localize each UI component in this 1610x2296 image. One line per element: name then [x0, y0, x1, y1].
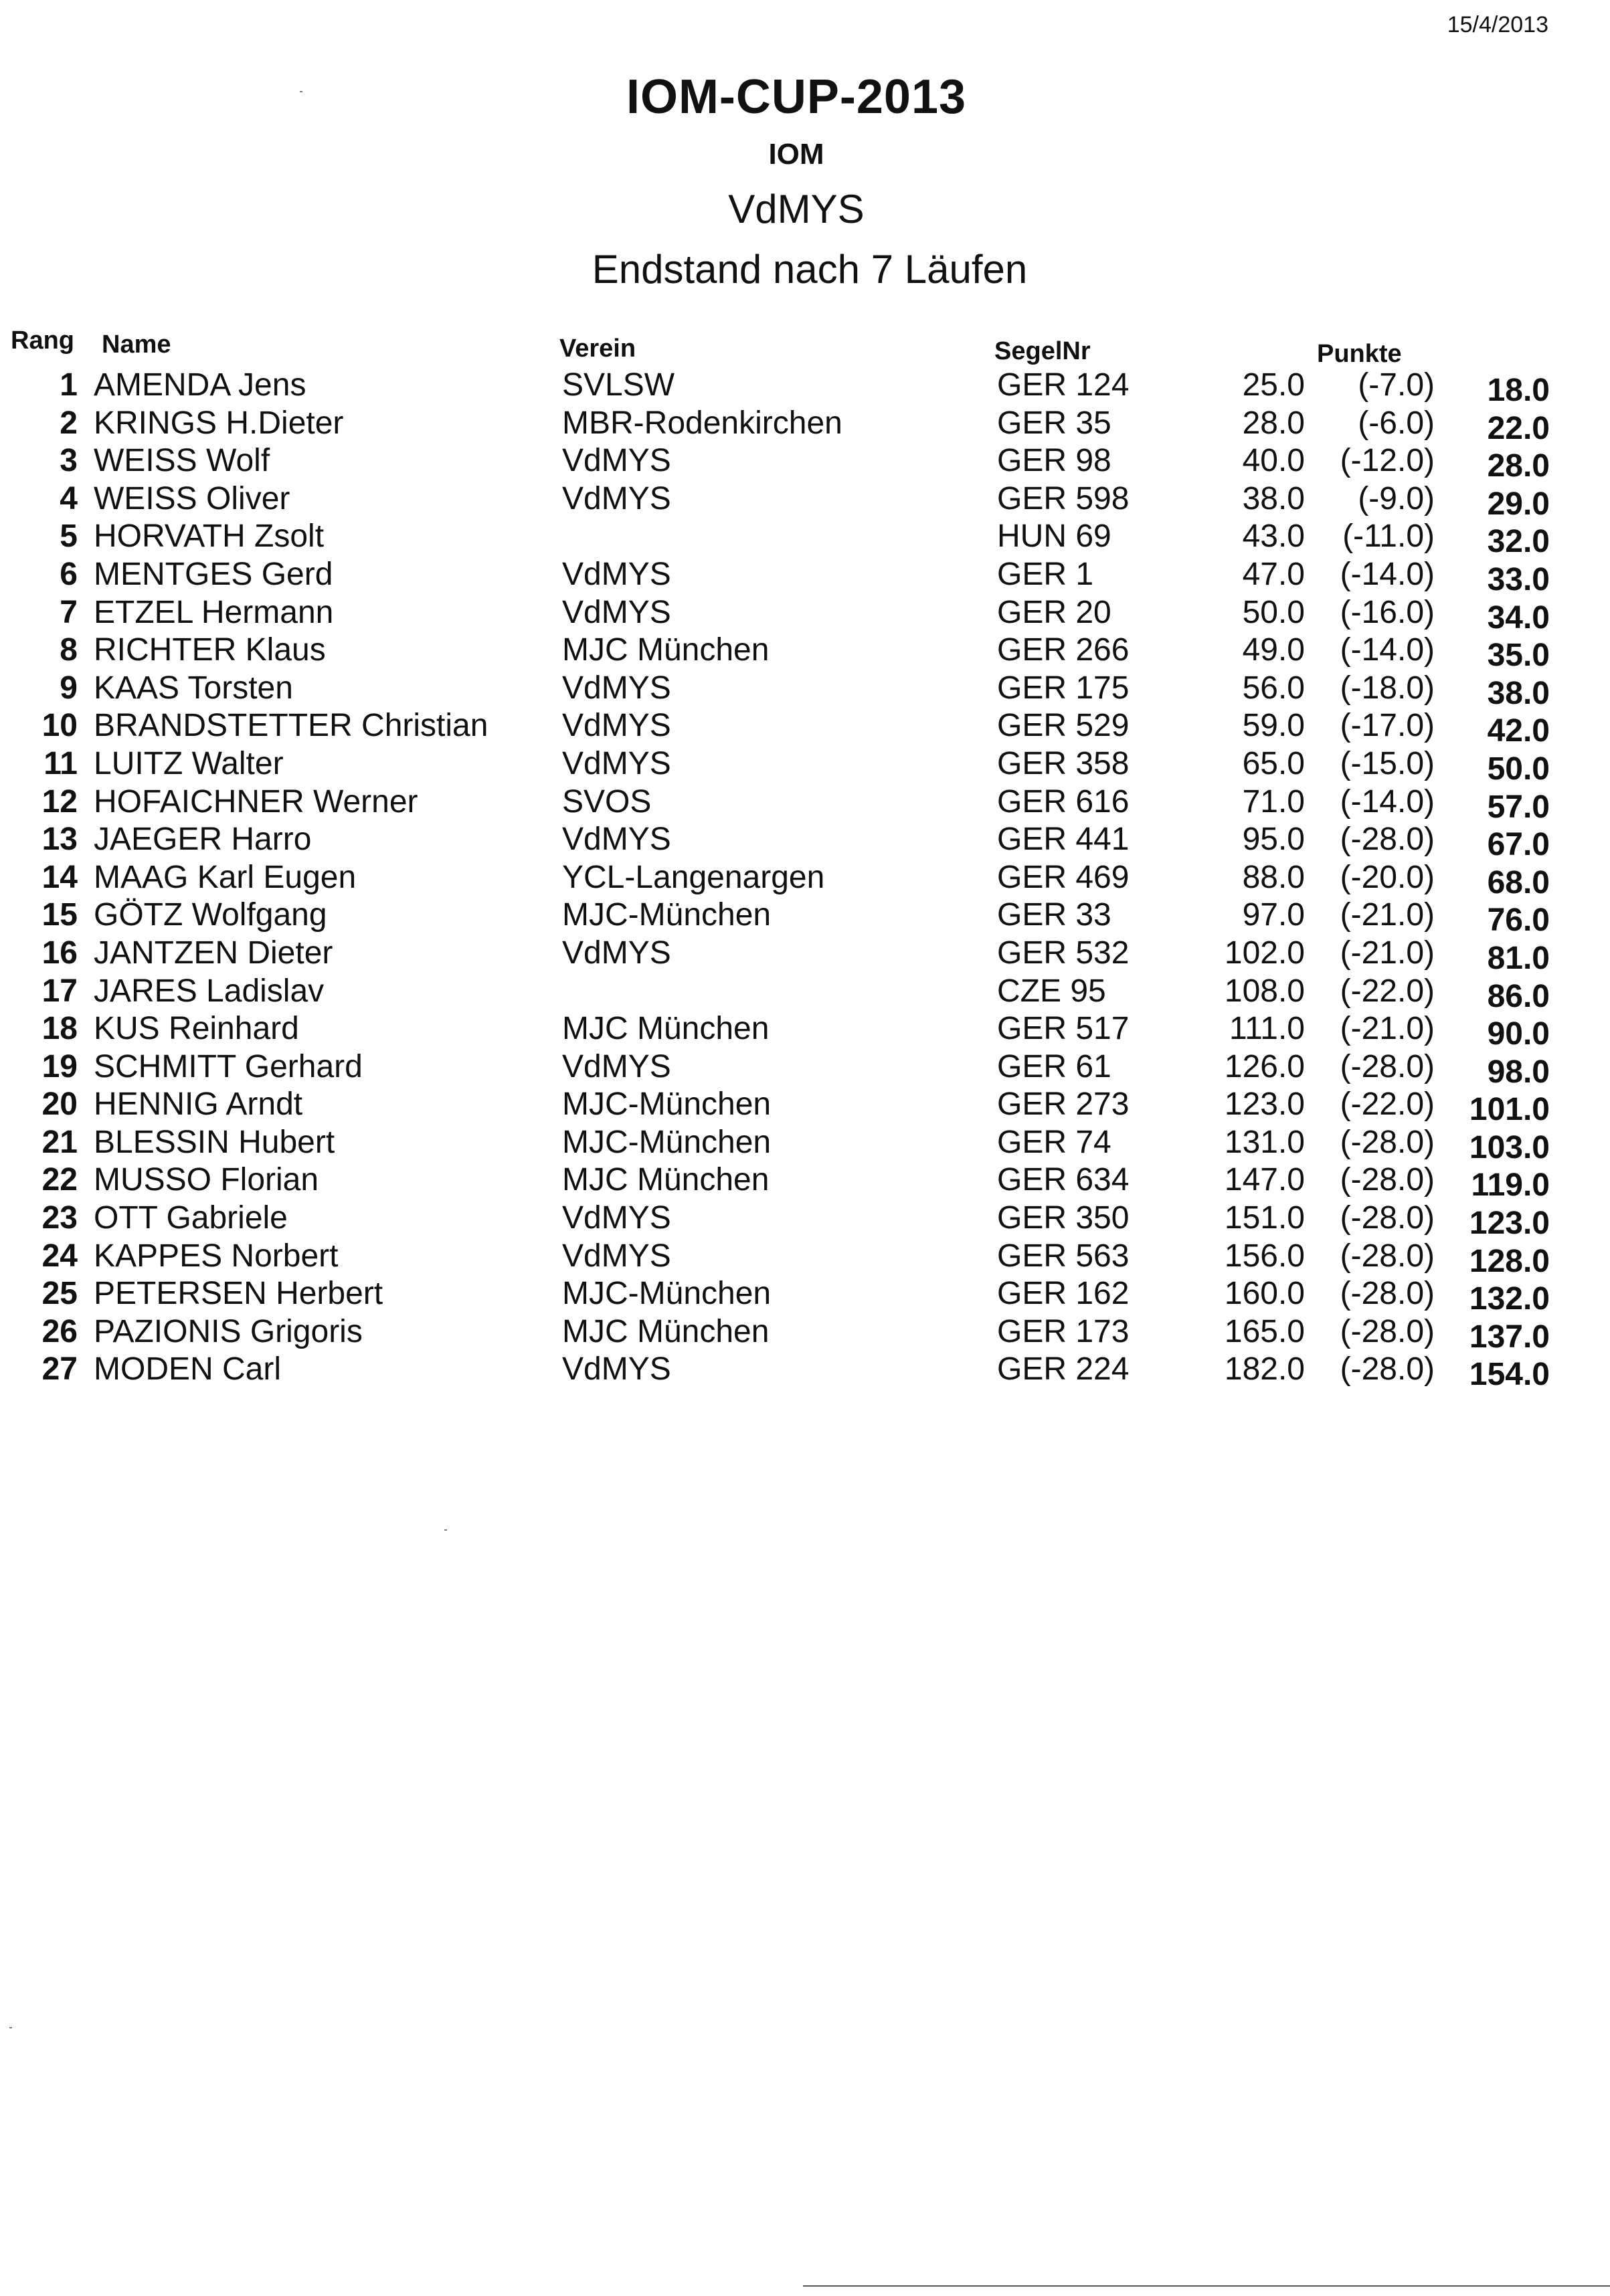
name-cell: RICHTER Klaus [94, 632, 326, 668]
points-cell: 47.0 [1242, 556, 1305, 592]
points-cell: 56.0 [1242, 670, 1305, 706]
rang-cell: 8 [60, 632, 78, 668]
table-row [0, 594, 1610, 636]
points-cell: 108.0 [1224, 973, 1305, 1009]
points-cell: 147.0 [1224, 1162, 1305, 1198]
segelnr-cell: GER 517 [997, 1011, 1130, 1047]
points-cell: 71.0 [1242, 783, 1305, 820]
net-points-cell: 22.0 [1487, 410, 1550, 446]
name-cell: MUSSO Florian [94, 1162, 319, 1198]
drop-cell: (-17.0) [1340, 708, 1435, 744]
name-cell: SCHMITT Gerhard [94, 1048, 363, 1084]
header-verein: Verein [559, 334, 636, 363]
net-points-cell: 90.0 [1487, 1016, 1550, 1052]
segelnr-cell: GER 224 [997, 1351, 1130, 1388]
verein-cell: SVLSW [562, 367, 675, 403]
drop-cell: (-21.0) [1340, 935, 1435, 971]
rang-cell: 4 [60, 480, 78, 516]
table-row [0, 896, 1610, 939]
table-row [0, 1048, 1610, 1090]
points-cell: 97.0 [1242, 897, 1305, 933]
segelnr-cell: GER 35 [997, 405, 1111, 441]
rang-cell: 12 [41, 783, 78, 820]
drop-cell: (-28.0) [1340, 1162, 1435, 1198]
segelnr-cell: GER 273 [997, 1086, 1130, 1123]
standings-stage: Endstand nach 7 Läufen [592, 247, 1028, 292]
name-cell: JARES Ladislav [94, 973, 325, 1009]
verein-cell: SVOS [562, 783, 652, 820]
segelnr-cell: GER 74 [997, 1124, 1111, 1160]
verein-cell: MJC-München [562, 1124, 772, 1160]
name-cell: WEISS Wolf [94, 443, 270, 479]
verein-cell: VdMYS [562, 1048, 671, 1084]
segelnr-cell: GER 61 [997, 1048, 1111, 1084]
drop-cell: (-28.0) [1340, 822, 1435, 858]
verein-cell: VdMYS [562, 594, 671, 630]
points-cell: 123.0 [1224, 1086, 1305, 1123]
points-cell: 88.0 [1242, 859, 1305, 895]
points-cell: 182.0 [1224, 1351, 1305, 1388]
name-cell: BLESSIN Hubert [94, 1124, 335, 1160]
rang-cell: 26 [41, 1313, 78, 1349]
segelnr-cell: GER 173 [997, 1313, 1130, 1349]
drop-cell: (-18.0) [1340, 670, 1435, 706]
rang-cell: 7 [60, 594, 78, 630]
verein-cell: MJC-München [562, 1276, 772, 1312]
rang-cell: 1 [60, 367, 78, 403]
rang-cell: 18 [41, 1011, 78, 1047]
header-name: Name [102, 330, 171, 359]
drop-cell: (-14.0) [1340, 556, 1435, 592]
points-cell: 38.0 [1242, 480, 1305, 516]
net-points-cell: 67.0 [1487, 827, 1550, 863]
points-cell: 25.0 [1242, 367, 1305, 403]
drop-cell: (-20.0) [1340, 859, 1435, 895]
verein-cell: VdMYS [562, 822, 671, 858]
verein-cell: VdMYS [562, 556, 671, 592]
name-cell: WEISS Oliver [94, 480, 290, 516]
page-title: IOM-CUP-2013 [626, 70, 967, 124]
name-cell: MAAG Karl Eugen [94, 859, 357, 895]
net-points-cell: 42.0 [1487, 713, 1550, 749]
table-row [0, 480, 1610, 522]
name-cell: ETZEL Hermann [94, 594, 334, 630]
drop-cell: (-9.0) [1358, 480, 1435, 516]
name-cell: PETERSEN Herbert [94, 1276, 383, 1312]
segelnr-cell: GER 266 [997, 632, 1130, 668]
rang-cell: 19 [41, 1048, 78, 1084]
verein-cell: VdMYS [562, 708, 671, 744]
drop-cell: (-22.0) [1340, 1086, 1435, 1123]
net-points-cell: 128.0 [1469, 1243, 1550, 1279]
rang-cell: 22 [41, 1162, 78, 1198]
net-points-cell: 29.0 [1487, 486, 1550, 522]
segelnr-cell: GER 532 [997, 935, 1130, 971]
table-row [0, 935, 1610, 976]
drop-cell: (-14.0) [1340, 632, 1435, 668]
rang-cell: 10 [41, 708, 78, 744]
verein-cell: MJC-München [562, 1086, 772, 1123]
table-row [0, 973, 1610, 1014]
segelnr-cell: GER 33 [997, 897, 1111, 933]
drop-cell: (-11.0) [1342, 518, 1435, 555]
verein-cell: MJC-München [562, 897, 772, 933]
drop-cell: (-7.0) [1358, 367, 1435, 403]
table-row [0, 1010, 1610, 1052]
scan-edge-line [803, 2285, 1610, 2287]
table-row [0, 405, 1610, 446]
verein-cell: MJC München [562, 1313, 770, 1349]
table-row [0, 670, 1610, 711]
name-cell: MODEN Carl [94, 1351, 282, 1388]
name-cell: JAEGER Harro [94, 822, 312, 858]
table-row [0, 1351, 1610, 1393]
points-cell: 40.0 [1242, 443, 1305, 479]
verein-cell: VdMYS [562, 480, 671, 516]
table-row [0, 632, 1610, 674]
rang-cell: 24 [41, 1238, 78, 1274]
net-points-cell: 34.0 [1487, 599, 1550, 636]
name-cell: PAZIONIS Grigoris [94, 1313, 363, 1349]
segelnr-cell: GER 598 [997, 480, 1130, 516]
net-points-cell: 38.0 [1487, 675, 1550, 711]
drop-cell: (-14.0) [1340, 783, 1435, 820]
verein-cell: MBR-Rodenkirchen [562, 405, 842, 441]
drop-cell: (-16.0) [1340, 594, 1435, 630]
segelnr-cell: GER 20 [997, 594, 1111, 630]
drop-cell: (-6.0) [1358, 405, 1435, 441]
verein-cell: MJC München [562, 1162, 770, 1198]
name-cell: HORVATH Zsolt [94, 518, 325, 555]
segelnr-cell: GER 529 [997, 708, 1130, 744]
rang-cell: 20 [41, 1086, 78, 1123]
net-points-cell: 154.0 [1469, 1357, 1550, 1393]
table-row [0, 1238, 1610, 1279]
net-points-cell: 123.0 [1469, 1206, 1550, 1242]
verein-cell: VdMYS [562, 935, 671, 971]
points-cell: 59.0 [1242, 708, 1305, 744]
verein-cell: MJC München [562, 1011, 770, 1047]
scan-speck [9, 2027, 12, 2028]
segelnr-cell: GER 616 [997, 783, 1130, 820]
net-points-cell: 32.0 [1487, 524, 1550, 560]
drop-cell: (-28.0) [1340, 1238, 1435, 1274]
table-row [0, 859, 1610, 900]
rang-cell: 17 [41, 973, 78, 1009]
name-cell: JANTZEN Dieter [94, 935, 333, 971]
segelnr-cell: GER 469 [997, 859, 1130, 895]
points-cell: 165.0 [1224, 1313, 1305, 1349]
segelnr-cell: GER 563 [997, 1238, 1130, 1274]
net-points-cell: 81.0 [1487, 940, 1550, 976]
name-cell: MENTGES Gerd [94, 556, 333, 592]
segelnr-cell: GER 1 [997, 556, 1094, 592]
name-cell: KAPPES Norbert [94, 1238, 339, 1274]
table-row [0, 1313, 1610, 1355]
drop-cell: (-28.0) [1340, 1313, 1435, 1349]
results-table [0, 367, 1610, 1393]
rang-cell: 23 [41, 1200, 78, 1236]
net-points-cell: 137.0 [1469, 1319, 1550, 1355]
points-cell: 126.0 [1224, 1048, 1305, 1084]
points-cell: 28.0 [1242, 405, 1305, 441]
segelnr-cell: GER 124 [997, 367, 1130, 403]
name-cell: KRINGS H.Dieter [94, 405, 344, 441]
rang-cell: 27 [41, 1351, 78, 1388]
name-cell: KUS Reinhard [94, 1011, 299, 1047]
drop-cell: (-28.0) [1340, 1200, 1435, 1236]
table-row [0, 707, 1610, 749]
name-cell: GÖTZ Wolfgang [94, 897, 327, 933]
rang-cell: 16 [41, 935, 78, 971]
segelnr-cell: CZE 95 [997, 973, 1106, 1009]
table-row [0, 556, 1610, 597]
points-cell: 49.0 [1242, 632, 1305, 668]
segelnr-cell: HUN 69 [997, 518, 1111, 555]
verein-cell: VdMYS [562, 1238, 671, 1274]
print-date: 15/4/2013 [1447, 12, 1548, 37]
rang-cell: 9 [60, 670, 78, 706]
name-cell: HOFAICHNER Werner [94, 783, 418, 820]
verein-cell: YCL-Langenargen [562, 859, 825, 895]
header-segelnr: SegelNr [994, 337, 1091, 365]
scan-speck [444, 1529, 447, 1531]
table-row [0, 1275, 1610, 1317]
table-row [0, 745, 1610, 787]
table-row [0, 1124, 1610, 1165]
points-cell: 131.0 [1224, 1124, 1305, 1160]
points-cell: 156.0 [1224, 1238, 1305, 1274]
verein-cell: VdMYS [562, 670, 671, 706]
rang-cell: 5 [60, 518, 78, 555]
rang-cell: 11 [43, 745, 78, 781]
organizing-club: VdMYS [728, 187, 865, 231]
segelnr-cell: GER 350 [997, 1200, 1130, 1236]
net-points-cell: 35.0 [1487, 638, 1550, 674]
net-points-cell: 33.0 [1487, 561, 1550, 597]
name-cell: OTT Gabriele [94, 1200, 288, 1236]
net-points-cell: 98.0 [1487, 1054, 1550, 1090]
verein-cell: VdMYS [562, 1200, 671, 1236]
verein-cell: VdMYS [562, 443, 671, 479]
points-cell: 65.0 [1242, 745, 1305, 781]
rang-cell: 25 [41, 1276, 78, 1312]
drop-cell: (-28.0) [1340, 1276, 1435, 1312]
rang-cell: 15 [41, 897, 78, 933]
drop-cell: (-28.0) [1340, 1124, 1435, 1160]
verein-cell: VdMYS [562, 1351, 671, 1388]
net-points-cell: 76.0 [1487, 902, 1550, 939]
points-cell: 43.0 [1242, 518, 1305, 555]
segelnr-cell: GER 98 [997, 443, 1111, 479]
net-points-cell: 132.0 [1469, 1281, 1550, 1317]
name-cell: HENNIG Arndt [94, 1086, 303, 1123]
name-cell: BRANDSTETTER Christian [94, 708, 488, 744]
table-row [0, 783, 1610, 825]
drop-cell: (-28.0) [1340, 1048, 1435, 1084]
net-points-cell: 68.0 [1487, 864, 1550, 900]
net-points-cell: 50.0 [1487, 751, 1550, 787]
drop-cell: (-21.0) [1340, 1011, 1435, 1047]
points-cell: 50.0 [1242, 594, 1305, 630]
rang-cell: 13 [41, 822, 78, 858]
rang-cell: 6 [60, 556, 78, 592]
name-cell: AMENDA Jens [94, 367, 306, 403]
segelnr-cell: GER 634 [997, 1162, 1130, 1198]
net-points-cell: 28.0 [1487, 448, 1550, 484]
table-row [0, 1086, 1610, 1128]
verein-cell: MJC München [562, 632, 770, 668]
rang-cell: 2 [60, 405, 78, 441]
points-cell: 151.0 [1224, 1200, 1305, 1236]
rang-cell: 3 [60, 443, 78, 479]
points-cell: 95.0 [1242, 822, 1305, 858]
verein-cell: VdMYS [562, 745, 671, 781]
net-points-cell: 101.0 [1469, 1092, 1550, 1128]
drop-cell: (-15.0) [1340, 745, 1435, 781]
table-row [0, 367, 1610, 408]
drop-cell: (-28.0) [1340, 1351, 1435, 1388]
net-points-cell: 86.0 [1487, 978, 1550, 1014]
net-points-cell: 18.0 [1487, 373, 1550, 408]
header-punkte: Punkte [1317, 340, 1402, 368]
points-cell: 160.0 [1224, 1276, 1305, 1312]
net-points-cell: 119.0 [1471, 1167, 1550, 1204]
name-cell: KAAS Torsten [94, 670, 293, 706]
boat-class: IOM [768, 138, 824, 171]
rang-cell: 21 [41, 1124, 78, 1160]
segelnr-cell: GER 358 [997, 745, 1130, 781]
drop-cell: (-12.0) [1340, 443, 1435, 479]
table-row [0, 442, 1610, 484]
name-cell: LUITZ Walter [94, 745, 284, 781]
segelnr-cell: GER 175 [997, 670, 1130, 706]
net-points-cell: 57.0 [1487, 789, 1550, 825]
drop-cell: (-21.0) [1340, 897, 1435, 933]
segelnr-cell: GER 441 [997, 822, 1130, 858]
segelnr-cell: GER 162 [997, 1276, 1130, 1312]
header-rang: Rang [11, 326, 74, 355]
table-row [0, 821, 1610, 863]
points-cell: 102.0 [1224, 935, 1305, 971]
points-cell: 111.0 [1229, 1011, 1305, 1047]
rang-cell: 14 [41, 859, 78, 895]
table-row [0, 518, 1610, 560]
table-row [0, 1200, 1610, 1242]
drop-cell: (-22.0) [1340, 973, 1435, 1009]
table-row [0, 1161, 1610, 1204]
scan-speck [300, 91, 302, 92]
net-points-cell: 103.0 [1469, 1129, 1550, 1165]
